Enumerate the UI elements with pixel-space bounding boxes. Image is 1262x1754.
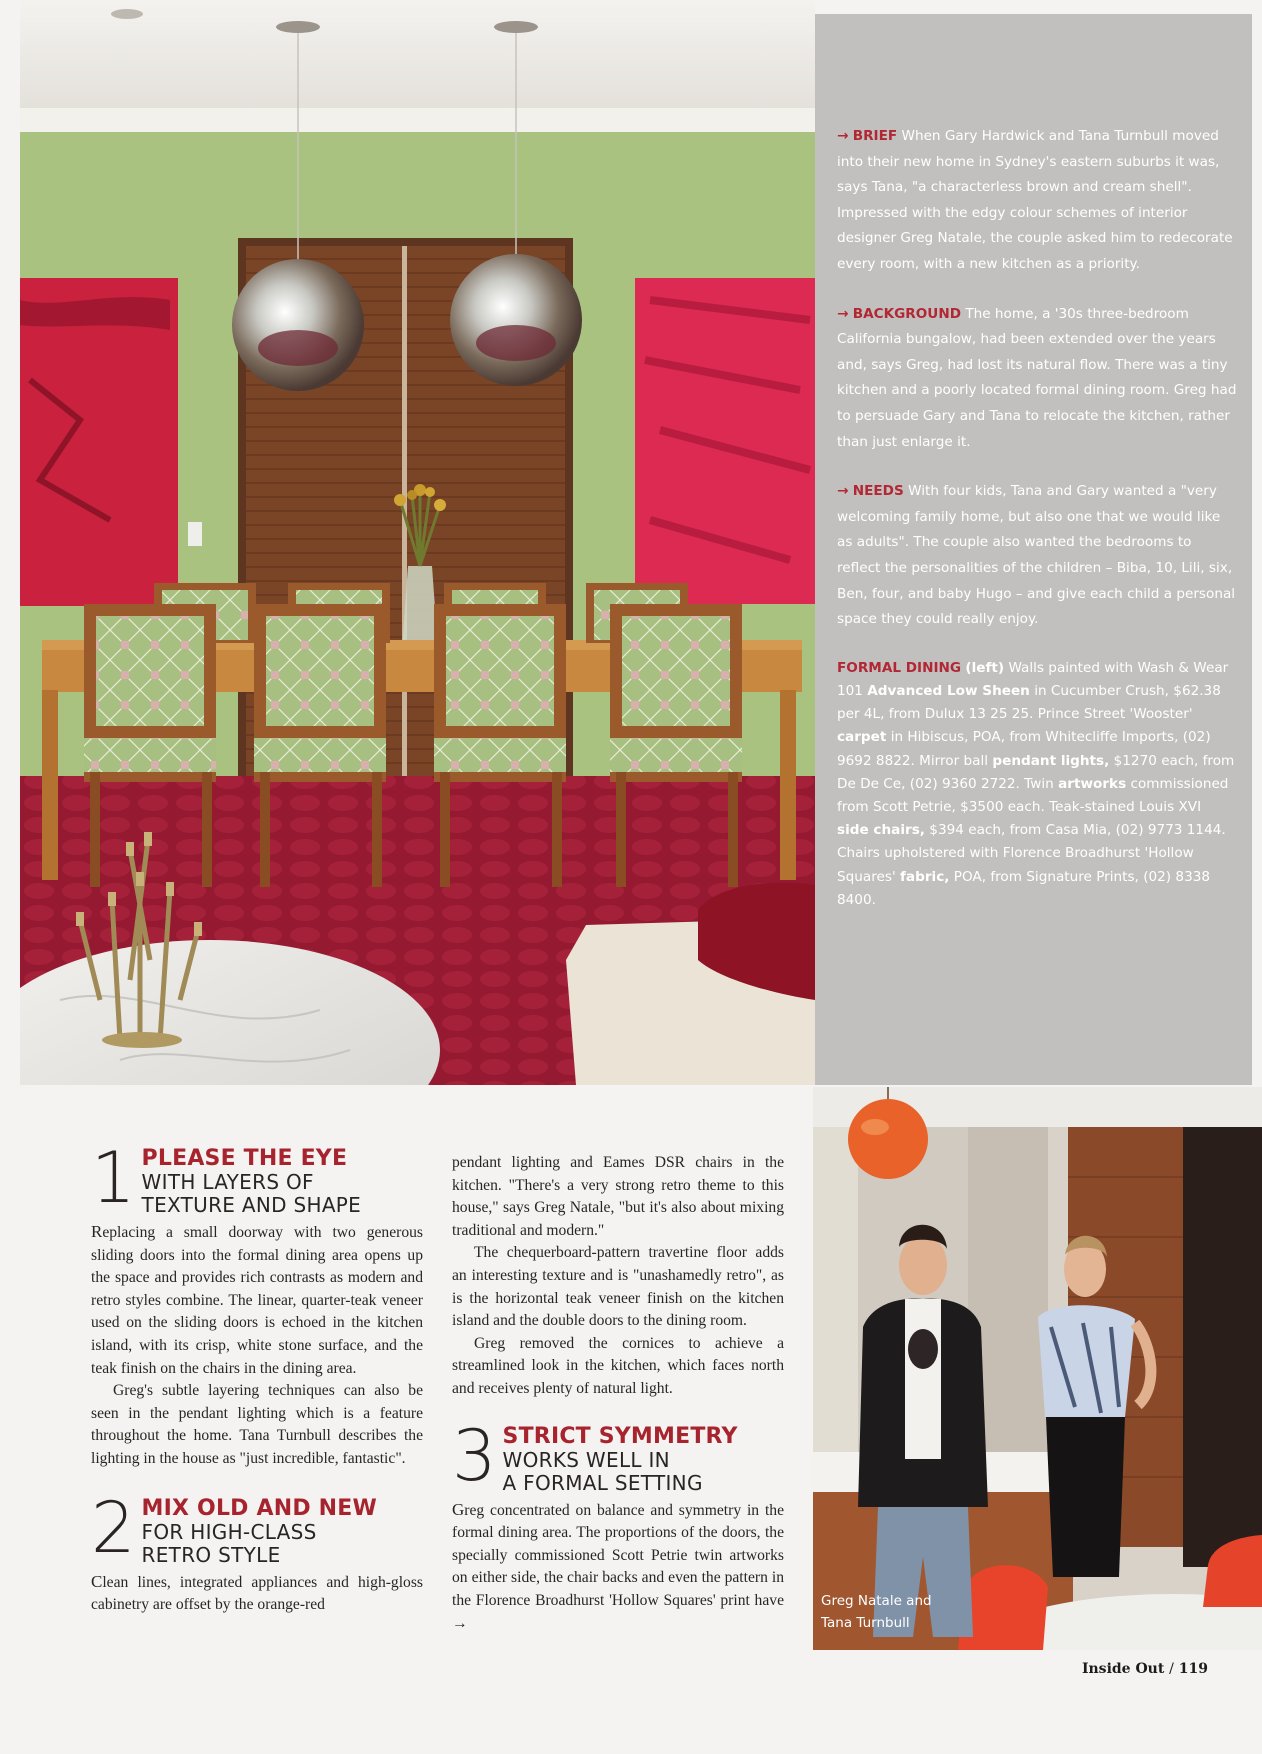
section-subtitle: FOR HIGH-CLASS: [141, 1519, 317, 1544]
brief-keyword: BRIEF: [852, 128, 898, 144]
product-credits: [837, 657, 1237, 912]
body-paragraph: Replacing a small doorway with two generous sliding doors into the formal dining area opens up the space and provides rich contrasts as modern and retro styles combine. The linear, quarter-teak veneer used on the sliding doors is echoed in the kitchen island, with its crisp, white stone surface, and the teak finish on the chairs in the dining area.: [91, 1222, 423, 1377]
section-title: STRICT SYMMETRY: [502, 1423, 738, 1449]
body-paragraph: Clean lines, integrated appliances and high-gloss cabinetry are offset by the orange-red: [91, 1571, 423, 1614]
folio-separator: /: [1169, 1661, 1174, 1677]
section-number: 2: [91, 1486, 136, 1569]
page-number: 119: [1178, 1661, 1208, 1677]
credits-bold: carpet: [837, 729, 887, 746]
credits-bold: pendant lights,: [992, 752, 1110, 769]
caption-line: Greg Natale and: [821, 1593, 932, 1609]
section-heading-1: [91, 1137, 423, 1219]
section-subtitle: WORKS WELL IN: [502, 1447, 670, 1472]
section-heading-2: [91, 1486, 423, 1569]
section-subtitle: TEXTURE AND SHAPE: [141, 1193, 362, 1217]
body-paragraph: Greg removed the cornices to achieve a streamlined look in the kitchen, which faces north and receives plenty of natural light.: [452, 1334, 784, 1397]
section-heading-3: [452, 1414, 784, 1497]
credits-bold: Advanced Low Sheen: [867, 682, 1030, 699]
portrait-photo: [813, 1087, 1262, 1650]
section-number: 1: [91, 1137, 136, 1219]
info-panel: [815, 14, 1252, 1085]
brief-text: When Gary Hardwick and Tana Turnbull moved into their new home in Sydney's eastern suburbs it was, says Tana, "a characterless brown and cream shell". Impressed with the edgy colour schemes of interior designer Greg Natale, the couple asked him to redecorate every room, with a new kitchen as a priority.: [837, 128, 1233, 272]
section-subtitle: WITH LAYERS OF: [141, 1170, 314, 1194]
credits-text: $1270 each, from De De Ce, (02) 9360 2722. Twin: [837, 752, 1235, 792]
arrow-right-icon: →: [837, 483, 849, 500]
arrow-right-icon: →: [837, 305, 849, 322]
credits-bold: side chairs,: [837, 822, 925, 839]
article-column-1: [91, 1137, 423, 1617]
needs-keyword: NEEDS: [852, 483, 904, 500]
credits-bold: fabric,: [900, 868, 950, 885]
body-paragraph: pendant lighting and Eames DSR chairs in the kitchen. "There's a very strong retro theme to this house," says Greg Natale, "but it's also about mixing traditional and modern.": [452, 1154, 784, 1239]
credits-text: $394 each, from Casa Mia, (02) 9773 1144. Chairs upholstered with Florence Broadhurst 'Hollow Squares': [837, 822, 1226, 885]
portrait-illustration: [813, 1087, 1262, 1650]
credits-text: in Cucumber Crush, $62.38 per 4L, from Dulux 13 25 25. Prince Street 'Wooster': [837, 682, 1221, 723]
article-column-2: [452, 1152, 784, 1635]
section-subtitle: A FORMAL SETTING: [502, 1470, 703, 1495]
section-subtitle: RETRO STYLE: [141, 1542, 281, 1567]
page-folio: [1082, 1661, 1208, 1677]
credits-keyword: FORMAL DINING: [837, 659, 962, 676]
section-title: MIX OLD AND NEW: [141, 1495, 377, 1521]
section3-text: Greg concentrated on balance and symmetry in the formal dining area. The proportions of the doors, the specially commissioned Scott Petrie twin artworks on either side, the chair backs and even the pattern in the Florence Broadhurst 'Hollow Squares' print have: [452, 1499, 784, 1609]
credits-text: commissioned from Scott Petrie, $3500 each. Teak-stained Louis XVI: [837, 775, 1229, 815]
background-keyword: BACKGROUND: [852, 305, 961, 322]
body-paragraph: The chequerboard-pattern travertine floor adds an interesting texture and is "unashamedly retro", as is the horizontal teak veneer finish on the kitchen island and the double doors to the dining room.: [452, 1244, 784, 1330]
credits-text: in Hibiscus, POA, from Whitecliffe Imports, (02) 9692 8822. Mirror ball: [837, 729, 1211, 769]
brief-block: [837, 124, 1237, 278]
needs-text: With four kids, Tana and Gary wanted a "very welcoming family home, but also one that we would like as adults". The couple also wanted the bedrooms to reflect the personalities of the children – Biba, 10, Lili, six, Ben, four, and baby Hugo – and give each child a personal space they could really enjoy.: [837, 483, 1236, 628]
continue-arrow-icon: →: [452, 1614, 468, 1632]
body-paragraph: Greg's subtle layering techniques can also be seen in the pendant lighting which is a feature throughout the home. Tana Turnbull describes the lighting in the house as "just incredible, fantastic".: [91, 1382, 423, 1467]
section-number: 3: [452, 1414, 497, 1497]
background-text: The home, a '30s three-bedroom California bungalow, had been extended over the years and, says Greg, had lost its natural flow. There was a tiny kitchen and a poorly located formal dining room. Greg had to persuade Gary and Tana to relocate the kitchen, rather than just enlarge it.: [837, 305, 1237, 450]
magazine-name: Inside Out: [1081, 1661, 1165, 1677]
arrow-right-icon: →: [837, 128, 849, 144]
credits-bold: artworks: [1058, 775, 1127, 792]
dining-room-photo: [20, 0, 815, 1085]
credits-text: Walls painted with Wash & Wear 101: [837, 659, 1229, 699]
section-title: PLEASE THE EYE: [141, 1146, 348, 1171]
credits-location: (left): [965, 659, 1005, 676]
body-paragraph: [452, 1499, 784, 1636]
dining-room-illustration: [20, 0, 815, 1085]
background-block: [837, 302, 1237, 456]
caption-line: Tana Turnbull: [821, 1615, 910, 1631]
needs-block: [837, 479, 1237, 633]
portrait-caption: [821, 1590, 981, 1634]
credits-text: POA, from Signature Prints, (02) 8338 8400.: [837, 868, 1211, 908]
